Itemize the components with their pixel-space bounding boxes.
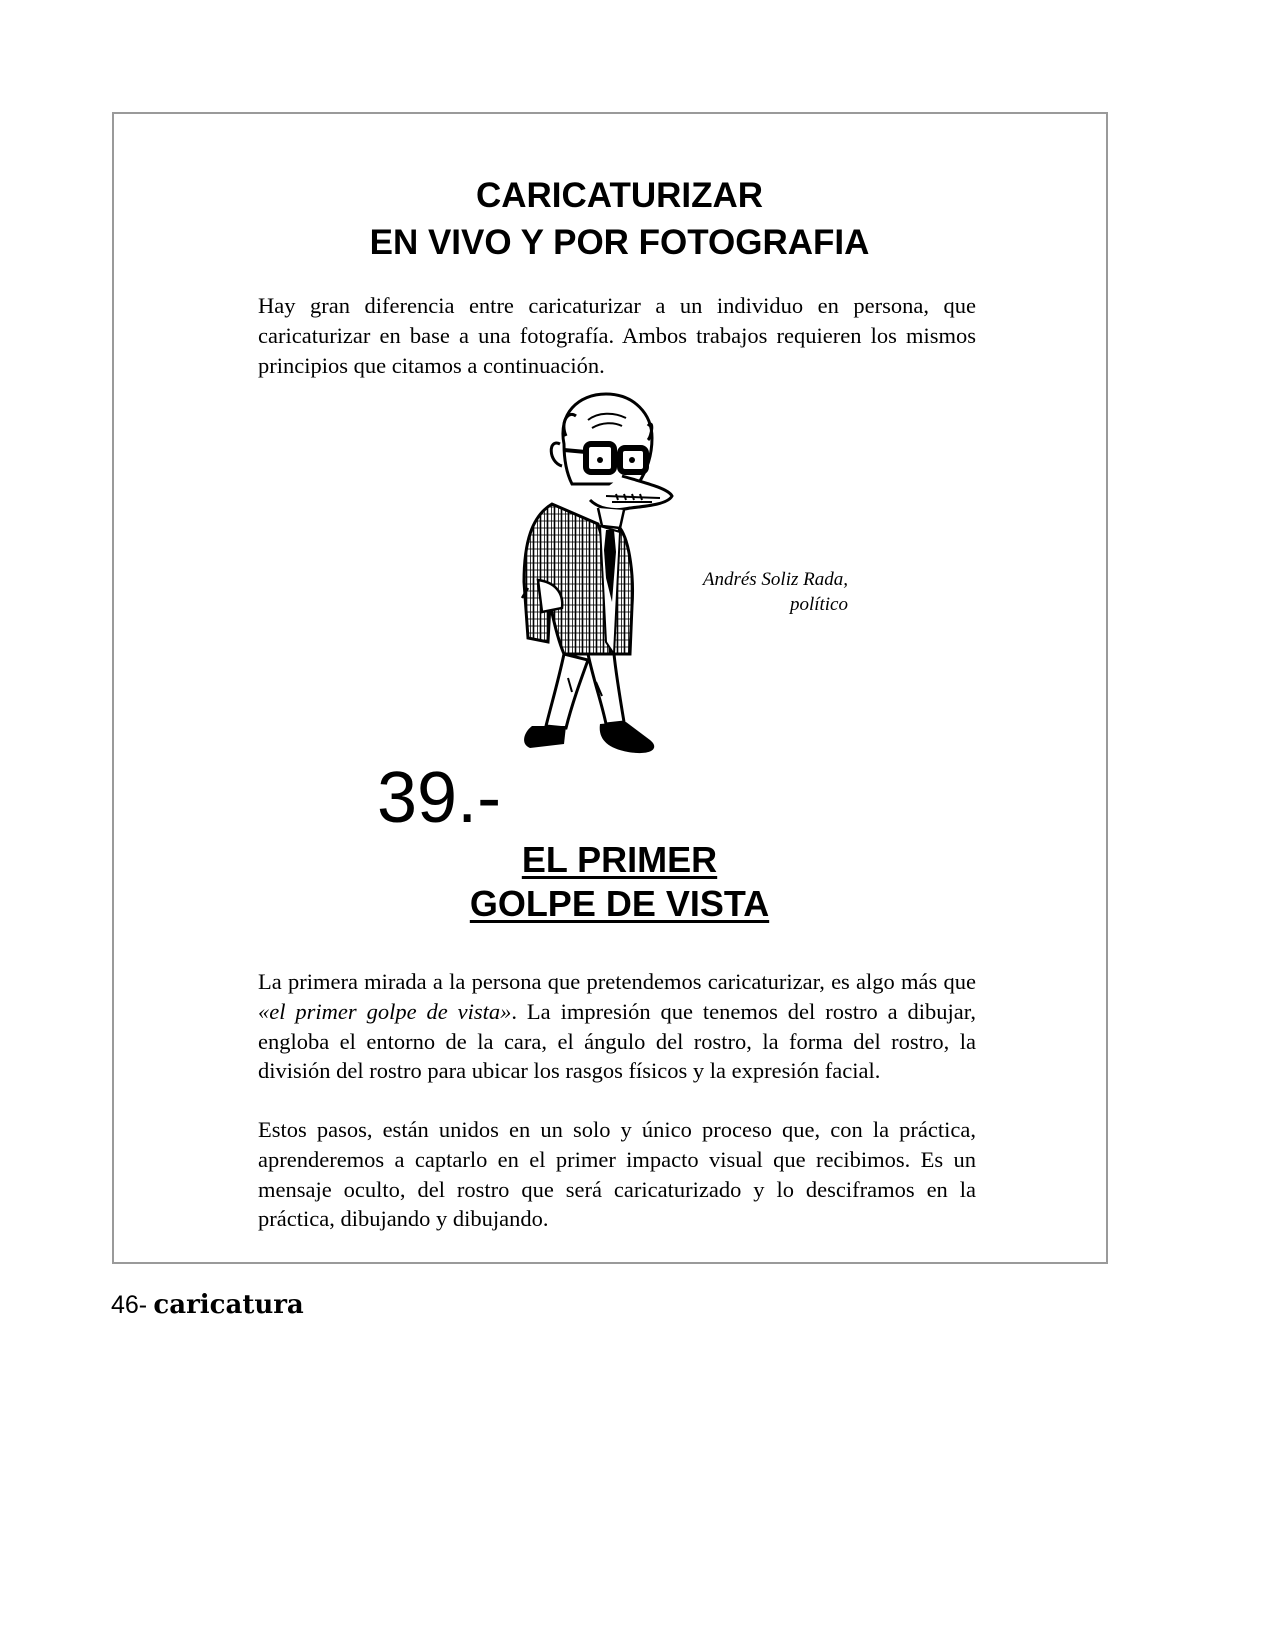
section-number: 39.- xyxy=(377,758,502,838)
intro-paragraph: Hay gran diferencia entre caricaturizar a un individuo en persona, que caricaturizar en base a una fotografía. Ambos trabajos requieren los mismos principios que citamos a continuación. xyxy=(258,293,976,378)
body-p1-end: . La impresión que tenemos del rostro a dibujar, engloba el entorno de la cara, el ángulo del rostro, la forma del rostro, la división del rostro para ubicar los rasgos físicos y la expresión facial. xyxy=(258,998,976,1084)
page-title-line-1: CARICATURIZAR xyxy=(475,176,764,215)
illustration-caption xyxy=(600,567,848,617)
caption-name: Andrés Soliz Rada, xyxy=(702,569,848,590)
section-title-line-2: GOLPE DE VISTA xyxy=(469,883,770,924)
page-title-line-2: EN VIVO Y POR FOTOGRAFIA xyxy=(369,223,870,262)
body-p1-quote: «el primer golpe de vista» xyxy=(258,998,512,1024)
body-paragraph-2: Estos pasos, están unidos en un solo y único proceso que, con la práctica, aprenderemos a captarlo en el primer impacto visual que recibimos. Es un mensaje oculto, del rostro que será caricaturizado y lo desciframos en la práctica, dibujando y dibujando. xyxy=(258,1117,976,1232)
body-paragraph-1 xyxy=(258,967,976,1086)
section-title-line-1: EL PRIMER xyxy=(521,839,718,880)
body-p1-start: La primera mirada a la persona que pretendemos caricaturizar, es algo más que xyxy=(258,969,976,994)
page-number: 46- xyxy=(111,1291,148,1319)
page-footer xyxy=(111,1290,304,1321)
footer-brand: caricatura xyxy=(153,1290,304,1320)
caption-role: político xyxy=(789,594,848,615)
